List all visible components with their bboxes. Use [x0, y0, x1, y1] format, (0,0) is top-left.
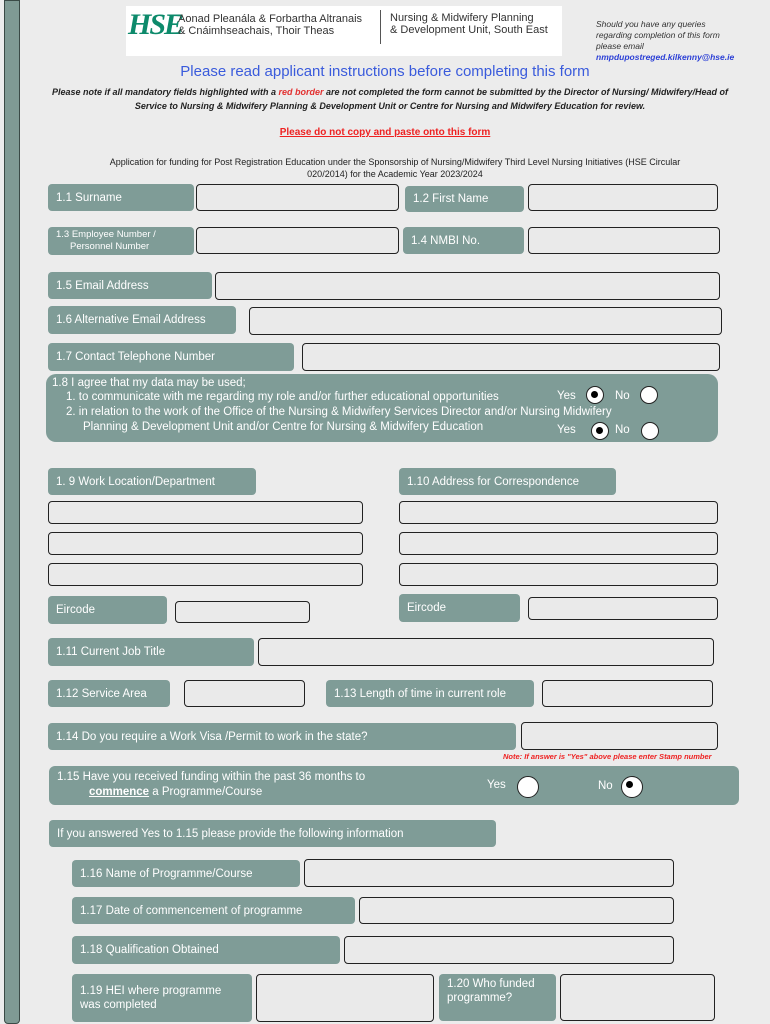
consent-intro: 1.8 I agree that my data may be used; [52, 377, 246, 389]
nmbi-input[interactable] [528, 227, 720, 254]
work-location-line-1[interactable] [48, 501, 363, 524]
consent-item-1: 1. to communicate with me regarding my role and/or further educational opportunities [66, 391, 499, 403]
consent-1-no-label: No [615, 390, 630, 402]
instructions-headline: Please read applicant instructions before completing this form [180, 63, 590, 80]
logo-irish-text: Aonad Pleanála & Forbartha Altranais & Cnáimhseachais, Thoir Theas [178, 13, 363, 37]
consent-2-yes-radio[interactable] [591, 422, 609, 440]
qualification-input[interactable] [344, 936, 674, 964]
yes-followup-note: If you answered Yes to 1.15 please provide the following information [49, 820, 496, 847]
time-in-role-input[interactable] [542, 680, 713, 707]
eircode-left-input[interactable] [175, 601, 310, 623]
nmbi-label: 1.4 NMBI No. [403, 227, 524, 254]
eircode-right-input[interactable] [528, 597, 718, 620]
funding-question-line1: 1.15 Have you received funding within the past 36 months to [57, 771, 366, 783]
first-name-label: 1.2 First Name [405, 186, 524, 212]
query-contact-note: Should you have any queries regarding completion of this form please email nmpdupostreged.kilkenny@hse.ie [596, 19, 735, 62]
service-area-label: 1.12 Service Area [48, 680, 170, 707]
hei-label: 1.19 HEI where programme was completed [72, 974, 252, 1022]
qualification-label: 1.18 Qualification Obtained [72, 936, 340, 964]
consent-item-2b: Planning & Development Unit and/or Centre for Nursing & Midwifery Education [83, 421, 484, 433]
consent-2-no-radio[interactable] [641, 422, 659, 440]
programme-name-input[interactable] [304, 859, 674, 887]
phone-label: 1.7 Contact Telephone Number [48, 343, 294, 371]
time-in-role-label: 1.13 Length of time in current role [326, 680, 534, 707]
logo-english-text: Nursing & Midwifery Planning & Development Unit, South East [390, 12, 548, 36]
eircode-left-label: Eircode [48, 596, 167, 624]
employee-number-input[interactable] [196, 227, 399, 254]
query-email-link[interactable]: nmpdupostreged.kilkenny@hse.ie [596, 52, 735, 62]
funding-no-label: No [598, 780, 613, 792]
email-input[interactable] [215, 272, 720, 300]
work-location-line-2[interactable] [48, 532, 363, 555]
phone-input[interactable] [302, 343, 720, 371]
copy-paste-warning: Please do not copy and paste onto this form [279, 127, 491, 138]
job-title-label: 1.11 Current Job Title [48, 638, 254, 666]
consent-1-no-radio[interactable] [640, 386, 658, 404]
work-visa-input[interactable] [521, 722, 718, 750]
consent-2-yes-label: Yes [557, 424, 576, 436]
work-location-label: 1. 9 Work Location/Department [48, 468, 256, 495]
funding-yes-radio[interactable] [517, 776, 539, 798]
alt-email-input[interactable] [249, 307, 722, 335]
funding-no-radio[interactable] [621, 776, 643, 798]
hei-input[interactable] [256, 974, 434, 1022]
work-visa-label: 1.14 Do you require a Work Visa /Permit to work in the state? [48, 723, 516, 750]
job-title-input[interactable] [258, 638, 714, 666]
funder-label: 1.20 Who funded programme? [439, 974, 556, 1021]
alt-email-label: 1.6 Alternative Email Address [48, 306, 236, 334]
hse-logo-banner [126, 6, 562, 56]
visa-note: Note: If answer is "Yes" above please enter Stamp number [503, 752, 712, 761]
surname-label: 1.1 Surname [48, 184, 194, 211]
correspondence-line-2[interactable] [399, 532, 718, 555]
left-border-bar [4, 0, 20, 1024]
funding-question-line2: commence a Programme/Course [89, 786, 263, 798]
consent-1-yes-radio[interactable] [586, 386, 604, 404]
funder-input[interactable] [560, 974, 715, 1021]
correspondence-line-1[interactable] [399, 501, 718, 524]
consent-1-yes-label: Yes [557, 390, 576, 402]
mandatory-notice: Please note if all mandatory fields highlighted with a red border are not completed the form cannot be submitted by the Director of Nursing/ Midwifery/Head of Service to Nursing & Midwifery Planning & Development Unit or Centre for Nursing and Midwifery Education for review. [51, 87, 729, 111]
work-location-line-3[interactable] [48, 563, 363, 586]
funding-yes-label: Yes [487, 779, 506, 791]
commencement-date-label: 1.17 Date of commencement of programme [72, 897, 355, 924]
email-label: 1.5 Email Address [48, 272, 212, 299]
service-area-input[interactable] [184, 680, 305, 707]
commencement-date-input[interactable] [359, 897, 674, 924]
correspondence-address-label: 1.10 Address for Correspondence [399, 468, 616, 495]
programme-name-label: 1.16 Name of Programme/Course [72, 860, 300, 887]
employee-number-label: 1.3 Employee Number / Personnel Number [48, 227, 194, 255]
correspondence-line-3[interactable] [399, 563, 718, 586]
funding-description: Application for funding for Post Registration Education under the Sponsorship of Nursing/Midwifery Third Level Nursing Initiatives (HSE Circular 020/2014) for the Academic Year 2023/2024 [109, 157, 681, 179]
first-name-input[interactable] [528, 184, 718, 211]
consent-item-2a: 2. in relation to the work of the Office of the Nursing & Midwifery Services Director and/or Nursing Midwifery [66, 406, 612, 418]
logo-divider [380, 10, 381, 44]
hse-logo-mark: HSE [128, 8, 183, 41]
consent-2-no-label: No [615, 424, 630, 436]
eircode-right-label: Eircode [399, 594, 520, 622]
surname-input[interactable] [196, 184, 399, 211]
